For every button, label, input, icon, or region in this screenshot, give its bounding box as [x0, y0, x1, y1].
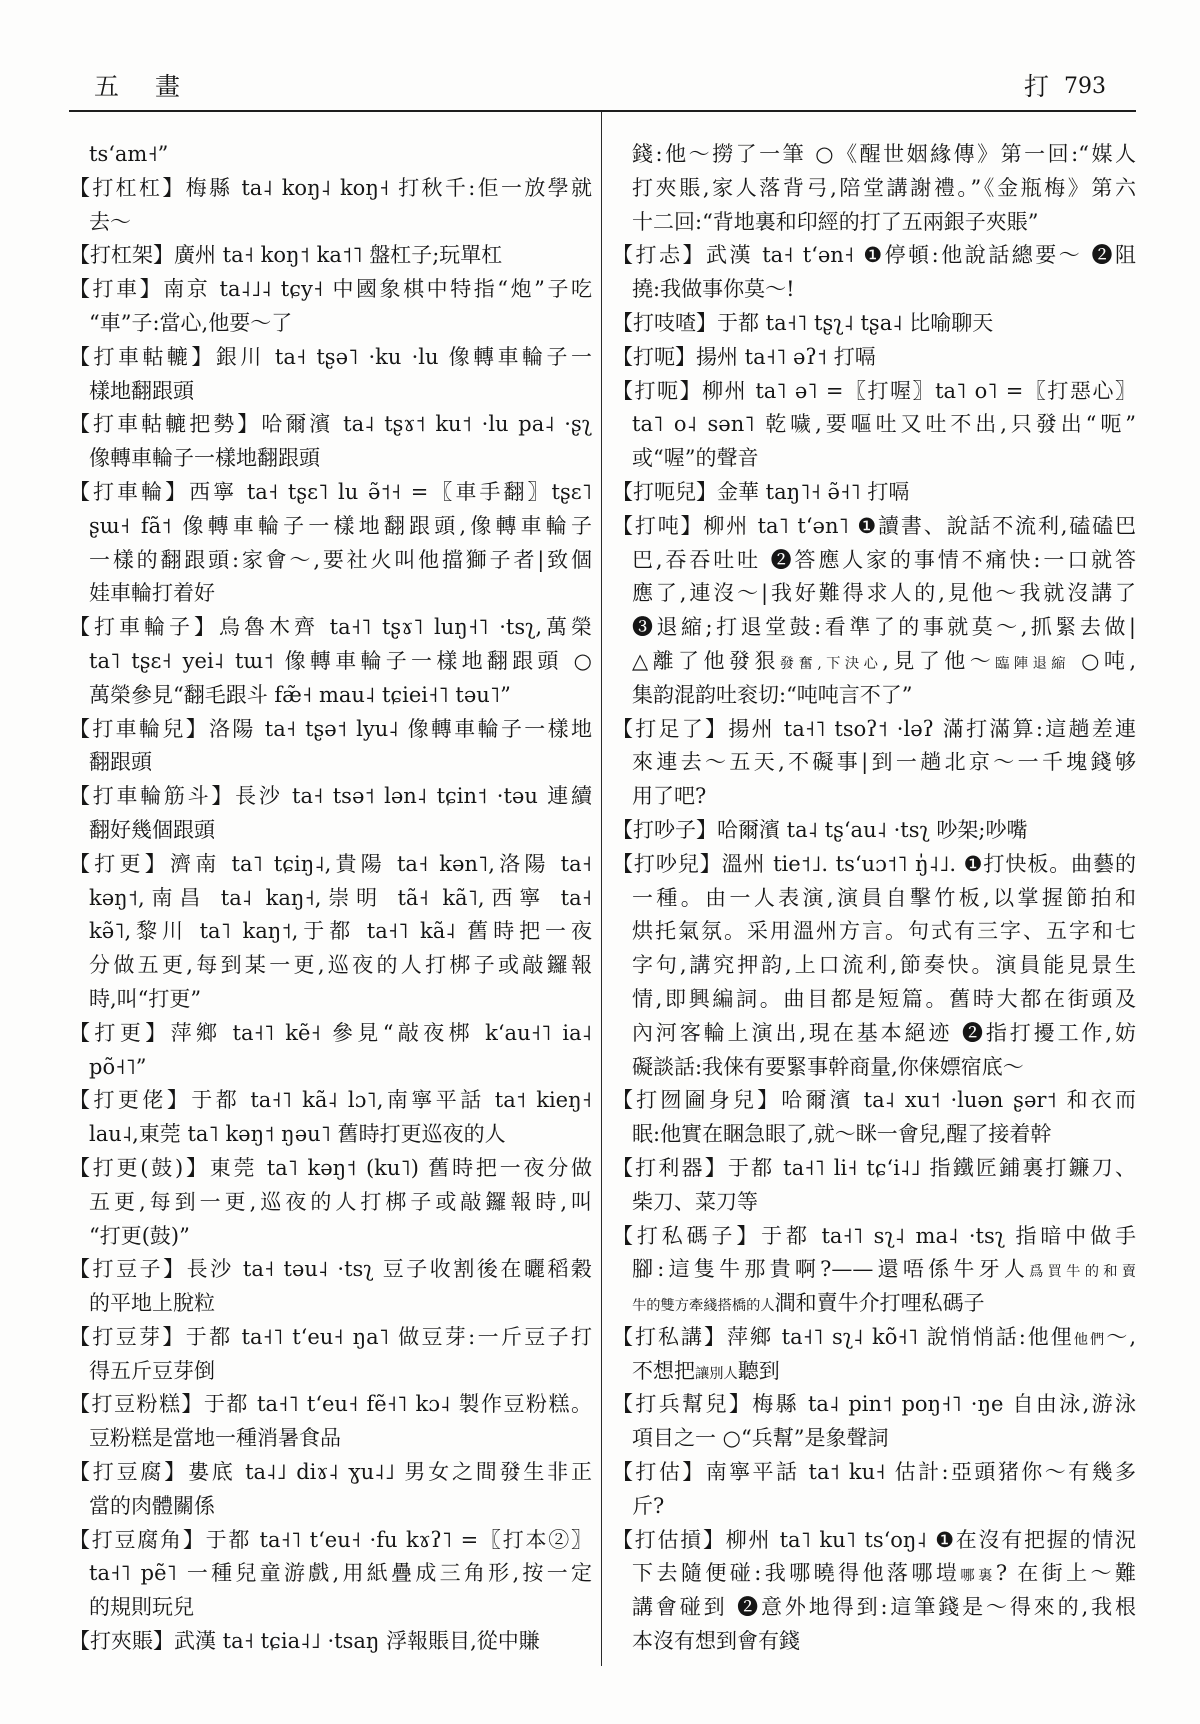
entry-text: 腳:這隻牛那貴啊?——還唔係牛牙人: [632, 1257, 1030, 1282]
entry-text: ta˥ o˨ sən˥ 乾噦,要嘔吐又吐不出,只發出“呃”: [632, 412, 1136, 437]
entry-line: [69, 915, 592, 949]
entry-line: [612, 1017, 1136, 1051]
entry-headword-line: [69, 172, 592, 206]
entry-line: [69, 1591, 592, 1625]
dictionary-entry: [612, 341, 1136, 375]
entry-text: ta˥ tʂɛ˧ yei˨ tɯ˦ 像轉車輪子一樣地翻跟頭 ○: [89, 648, 592, 673]
dictionary-entry: [612, 476, 1136, 510]
dictionary-entry: [612, 1388, 1136, 1456]
dictionary-entry: [612, 375, 1136, 476]
dictionary-entry: [69, 1017, 592, 1085]
dictionary-entry: [612, 307, 1136, 341]
entry-headword-line: [69, 1321, 592, 1355]
entry-headword-line: [69, 1524, 592, 1558]
dictionary-entry: [69, 1388, 592, 1456]
entry-headword-line: [612, 375, 1136, 409]
entry-headword-line: [69, 611, 592, 645]
inline-gloss: 爲買牛的和賣: [1029, 1264, 1136, 1281]
entry-text: 打夾賬,家人落背弓,陪堂講謝禮。”《金瓶梅》第六: [632, 175, 1136, 200]
dictionary-entry: [69, 408, 592, 476]
entry-line: [612, 611, 1136, 645]
entry-text: kəŋ˦,南昌 ta˨ kaŋ˧,崇明 tã˧ kã˥,西寧 ta˧: [89, 885, 592, 910]
entry-headword-line: [612, 1524, 1136, 1558]
dictionary-entry: [69, 138, 592, 172]
dictionary-entry: [69, 341, 592, 409]
inline-gloss: 牛的雙方牽綫搭橋的人: [632, 1298, 775, 1315]
entry-line: [612, 408, 1136, 442]
entry-line: [612, 273, 1136, 307]
dictionary-entry: [69, 1084, 592, 1152]
entry-line: [612, 442, 1136, 476]
entry-text: 應了,連沒～|我好難得求人的,見他～我就沒講了: [632, 581, 1136, 606]
entry-text: 的規則玩兒: [89, 1595, 194, 1620]
entry-headword-line: [612, 1220, 1136, 1254]
entry-text: 【打估摃】柳州 ta˥ ku˥ tsʻoŋ˨ ❶在沒有把握的情況: [612, 1527, 1136, 1552]
page-number: 793: [1064, 74, 1106, 99]
dictionary-entry: [69, 848, 592, 1017]
entry-text: 【打更(鼓)】東莞 ta˥ kəŋ˦ (ku˥) 舊時把一夜分做: [69, 1155, 592, 1180]
entry-line: [612, 949, 1136, 983]
entry-text: 【打呃兒】金華 taŋ˥˧ ə̃˧˥ 打嗝: [612, 479, 910, 504]
left-column: [69, 138, 592, 1659]
entry-headword-line: [612, 1084, 1136, 1118]
entry-line: [69, 375, 592, 409]
entry-text: 斤?: [632, 1493, 665, 1518]
column-divider: [601, 112, 602, 1666]
entry-line: [69, 1355, 592, 1389]
entry-headword-line: [69, 476, 592, 510]
entry-text: 得五斤豆芽倒: [89, 1358, 215, 1383]
entry-line: [612, 1355, 1136, 1389]
entry-text: 【打更】濟南 ta˥ tɕiŋ˨,貴陽 ta˧ kən˥,洛陽 ta˧: [69, 851, 592, 876]
entry-text: 集韵混韵吐衮切:“吨吨言不了”: [632, 682, 913, 707]
entry-text: ～,: [1106, 1324, 1136, 1349]
entry-line: [612, 172, 1136, 206]
entry-text: 【打豆粉糕】于都 ta˧˥ tʻeu˧ fẽ˧˥ kɔ˨ 製作豆粉糕。: [69, 1392, 592, 1417]
entry-headword-line: [612, 848, 1136, 882]
dictionary-entry: [612, 510, 1136, 713]
dictionary-entry: [612, 239, 1136, 307]
entry-text: 去～: [89, 209, 131, 234]
entry-text: 本沒有想到會有錢: [632, 1629, 800, 1654]
entry-line: [612, 1186, 1136, 1220]
entry-text: 用了吧?: [632, 784, 707, 809]
dictionary-entry: [612, 848, 1136, 1085]
entry-line: [69, 679, 592, 713]
inline-gloss: 他們: [1073, 1331, 1107, 1348]
entry-text: “車”子:當心,他要～了: [89, 310, 293, 335]
right-column: [612, 138, 1136, 1659]
dictionary-entry: [69, 1321, 592, 1389]
entry-text: ta˧˥ pẽ˥ 一種兒童游戲,用紙疊成三角形,按一定: [89, 1561, 592, 1586]
entry-line: [612, 983, 1136, 1017]
entry-text: △離了他發狠: [632, 648, 780, 673]
entry-text: 【打豆腐角】于都 ta˧˥ tʻeu˧ ·fu kɤʔ˥ =〖打本②〗: [69, 1527, 592, 1552]
dictionary-entry: [69, 273, 592, 341]
entry-headword-line: [612, 239, 1136, 273]
entry-headword-line: [612, 1388, 1136, 1422]
entry-text: 巴,吞吞吐吐 ❷答應人家的事情不痛快:一口就答: [632, 547, 1136, 572]
entry-text: 【打車】南京 ta˨˩˨ tɕy˧ 中國象棋中特指“炮”子吃: [69, 277, 592, 302]
entry-line: [69, 510, 592, 544]
entry-headword-line: [69, 1456, 592, 1490]
entry-text: 【打豆腐】婁底 ta˨˩ diɤ˨ ɣu˨˩ 男女之間發生非正: [69, 1460, 592, 1485]
entry-line: [69, 1051, 592, 1085]
entry-line: [69, 206, 592, 240]
entry-line: [612, 206, 1136, 240]
entry-text: 錢:他～撈了一筆 ○《醒世姻緣傳》第一回:“媒人: [632, 142, 1136, 166]
entry-text: 不想把: [632, 1358, 695, 1383]
entry-text: 【打兵幫兒】梅縣 ta˨ pin˦ poŋ˧˥ ·ŋe 自由泳,游泳: [612, 1392, 1136, 1417]
entry-text: 【打呃】柳州 ta˥ ə˥ =〖打喔〗ta˥ o˥ =〖打惡心〗: [612, 378, 1136, 403]
entry-headword-line: [69, 273, 592, 307]
dictionary-entry: [69, 172, 592, 240]
dictionary-entry: [612, 138, 1136, 239]
dictionary-entry: [69, 1625, 592, 1659]
entry-text: 【打呃】揚州 ta˧˥ əʔ˦ 打嗝: [612, 344, 876, 369]
entry-text: 下去隨便碰:我哪曉得他落哪塏: [632, 1561, 961, 1586]
entry-text: 【打更】萍鄉 ta˧˥ kẽ˧ 參見“敲夜梆 kʻau˧˥ ia˨: [69, 1020, 592, 1045]
entry-text: 【打忐】武漢 ta˧ tʻən˧ ❶停頓:他說話總要～ ❷阻: [612, 243, 1136, 268]
dictionary-entry: [69, 1152, 592, 1253]
entry-text: 【打私講】萍鄉 ta˧˥ sʅ˨ kõ˧˥ 說悄悄話:他俚: [612, 1324, 1074, 1349]
inline-gloss: 哪裏: [960, 1568, 996, 1585]
dictionary-entry: [69, 476, 592, 611]
entry-line: [612, 1051, 1136, 1085]
entry-text: 【打吵子】哈爾濱 ta˨ tʂʻau˨ ·tsʅ 吵架;吵嘴: [612, 817, 1028, 842]
entry-line: [612, 1253, 1136, 1287]
dictionary-entry: [69, 239, 592, 273]
entry-headword-line: [612, 814, 1136, 848]
head-character: 打: [1024, 72, 1050, 101]
entry-text: 時,叫“打更”: [89, 986, 202, 1011]
entry-text: 【打車輪】西寧 ta˧ tʂɛ˥ lu ə̃˦˧ =〖車手翻〗tʂɛ˥: [69, 479, 592, 504]
entry-text: 礙談話:我俫有要緊事幹商量,你俫嫖宿底～: [632, 1054, 1024, 1079]
entry-line: [69, 746, 592, 780]
dictionary-entry: [69, 1524, 592, 1625]
entry-line: [612, 746, 1136, 780]
entry-text: 聽到: [737, 1358, 780, 1383]
entry-line: [612, 1118, 1136, 1152]
entry-text: 一種。由一人表演,演員自擊竹板,以掌握節拍和: [632, 885, 1136, 910]
entry-line: [612, 780, 1136, 814]
entry-line: [69, 949, 592, 983]
entry-text: 萬榮參見“翻毛跟斗 fæ̃˧ mau˨ tɕiei˧˥ təu˥”: [89, 682, 511, 707]
entry-text: 【打估】南寧平話 ta˦ ku˧ 估計:亞頭猪你～有幾多: [612, 1460, 1136, 1485]
dictionary-entry: [612, 1456, 1136, 1524]
entry-text: 【打利器】于都 ta˧˥ li˧ tɕʻi˨˩ 指鐵匠鋪裏打鐮刀、: [612, 1155, 1136, 1180]
entry-line: [69, 814, 592, 848]
entry-text: “打更(鼓)”: [89, 1223, 190, 1248]
entry-headword-line: [69, 1388, 592, 1422]
entry-line: [69, 1422, 592, 1456]
entry-headword-line: [612, 1321, 1136, 1355]
entry-line: [612, 645, 1136, 679]
entry-headword-line: [612, 307, 1136, 341]
dictionary-entry: [69, 713, 592, 781]
inline-gloss: 臨陣退縮: [995, 655, 1070, 672]
entry-text: ? 在街上～難: [995, 1561, 1137, 1586]
entry-headword-line: [69, 848, 592, 882]
entry-line: [612, 1557, 1136, 1591]
entry-text: 講會碰到 ❷意外地得到:這筆錢是～得來的,我根: [632, 1595, 1136, 1620]
entry-text: 【打更佬】于都 ta˧˥ kã˨ lɔ˥,南寧平話 ta˦ kieŋ˧: [69, 1088, 592, 1113]
entry-text: 【打車輪兒】洛陽 ta˧ tʂə˦ lyu˨ 像轉車輪子一樣地: [69, 716, 592, 741]
entry-text: 【打吨】柳州 ta˥ tʻən˥ ❶讀書、說話不流利,磕磕巴: [612, 513, 1136, 538]
entry-line: [612, 1422, 1136, 1456]
dictionary-entry: [69, 780, 592, 848]
entry-line: [69, 544, 592, 578]
entry-headword-line: [612, 476, 1136, 510]
entry-line: [69, 1118, 592, 1152]
entry-text: 烘托氣氛。采用溫州方言。句式有三字、五字和七: [632, 919, 1136, 944]
entry-text: 【打豆子】長沙 ta˧ təu˨ ·tsʅ 豆子收割後在曬稻穀: [69, 1257, 592, 1282]
entry-line: [612, 915, 1136, 949]
dictionary-entry: [69, 611, 592, 712]
entry-headword-line: [69, 408, 592, 442]
entry-text: kə̃˥,黎川 ta˥ kaŋ˦,于都 ta˧˥ kã˨ 舊時把一夜: [89, 919, 592, 944]
header-rule: [69, 110, 1136, 112]
entry-text: 【打車輪筋斗】長沙 ta˧ tsə˦ lən˨ tɕin˦ ·təu 連續: [69, 784, 592, 809]
entry-line: [612, 679, 1136, 713]
entry-line: [69, 1186, 592, 1220]
entry-text: 或“喔”的聲音: [632, 446, 759, 471]
entry-headword-line: [612, 713, 1136, 747]
entry-headword-line: [612, 341, 1136, 375]
entry-headword-line: [612, 1456, 1136, 1490]
entry-line: [612, 544, 1136, 578]
entry-line: [612, 1287, 1136, 1321]
dictionary-entry: [612, 814, 1136, 848]
inline-gloss: 發奮,下決心: [779, 655, 883, 672]
entry-text: 項目之一 ○“兵幫”是象聲詞: [632, 1426, 889, 1451]
entry-headword-line: [612, 1152, 1136, 1186]
dictionary-entry: [612, 1524, 1136, 1659]
entry-text: 樣地翻跟頭: [89, 378, 194, 403]
entry-line: [612, 138, 1136, 172]
entry-headword-line: [69, 713, 592, 747]
entry-line: [612, 577, 1136, 611]
entry-text: 【打豆芽】于都 ta˧˥ tʻeu˧ ŋa˥ 做豆芽:一斤豆子打: [69, 1324, 592, 1349]
entry-headword-line: [612, 510, 1136, 544]
entry-text: 【打囫圇身兒】哈爾濱 ta˨ xu˦ ·luən ʂər˦ 和衣而: [612, 1088, 1136, 1113]
entry-text: 【打杠架】廣州 ta˧ koŋ˦ ka˦˥ 盤杠子;玩單杠: [69, 243, 503, 268]
entry-line: [69, 1557, 592, 1591]
dictionary-entry: [612, 1321, 1136, 1389]
entry-line: [69, 1220, 592, 1254]
dictionary-entry: [69, 1456, 592, 1524]
entry-headword-line: [69, 1017, 592, 1051]
entry-headword-line: [69, 341, 592, 375]
entry-text: 豆粉糕是當地一種消暑食品: [89, 1426, 341, 1451]
entry-line: [69, 307, 592, 341]
entry-text: ❸退縮;打退堂鼓:看準了的事就莫～,抓緊去做|: [632, 615, 1136, 640]
dictionary-entry: [612, 1152, 1136, 1220]
entry-line: [69, 645, 592, 679]
entry-text: 的平地上脫粒: [89, 1291, 215, 1316]
entry-line: [69, 577, 592, 611]
entry-text: 【打車輪子】烏魯木齊 ta˧˥ tʂɤ˥ luŋ˧˥ ·tsʅ,萬榮: [69, 615, 592, 640]
entry-text: lau˨,東莞 ta˥ kəŋ˦ ŋəu˥ 舊時打更巡夜的人: [89, 1122, 506, 1147]
entry-headword-line: [69, 1084, 592, 1118]
dictionary-entry: [69, 1253, 592, 1321]
entry-text: 娃車輪打着好: [89, 581, 215, 606]
entry-text: 十二回:“背地裏和印經的打了五兩銀子夾賬”: [632, 209, 1039, 234]
dictionary-entry: [612, 1084, 1136, 1152]
entry-text: 【打夾賬】武漢 ta˧ tɕia˨˩ ·tsaŋ 浮報賬目,從中賺: [69, 1629, 540, 1654]
entry-headword-line: [69, 1152, 592, 1186]
entry-text: 翻好幾個跟頭: [89, 817, 215, 842]
entry-text: 【打車軲轆】銀川 ta˧ tʂə˥ ·ku ·lu 像轉車輪子一: [69, 344, 592, 369]
entry-line: [612, 1591, 1136, 1625]
entry-text: tsʻam˧”: [89, 142, 169, 166]
section-title: 五 畫: [94, 72, 194, 101]
entry-text: ʂɯ˧ fã˦ 像轉車輪子一樣地翻跟頭,像轉車輪子: [89, 513, 592, 538]
entry-text: 當的肉體關係: [89, 1493, 215, 1518]
entry-text: 情,即興編詞。曲目都是短篇。舊時大都在街頭及: [632, 986, 1136, 1011]
entry-text: 分做五更,每到某一更,巡夜的人打梆子或敲鑼報: [89, 953, 592, 978]
dictionary-entry: [612, 1220, 1136, 1321]
entry-headword-line: [69, 239, 592, 273]
entry-line: [69, 1490, 592, 1524]
entry-text: 撓:我做事你莫～!: [632, 277, 795, 302]
entry-line: [69, 138, 592, 172]
entry-text: 眠:他實在睏急眼了,就～眯一會兒,醒了接着幹: [632, 1122, 1052, 1147]
inline-gloss: 讓別人: [695, 1365, 738, 1382]
entry-text: 內河客輪上演出,現在基本絕迹 ❷指打擾工作,妨: [632, 1020, 1136, 1045]
entry-text: 澗和賣牛介打哩私碼子: [774, 1291, 985, 1316]
entry-text: põ˧˥”: [89, 1054, 147, 1079]
entry-text: 翻跟頭: [89, 750, 152, 775]
entry-text: 【打吱喳】于都 ta˧˥ tʂʅ˨ tʂa˨ 比喻聊天: [612, 310, 994, 335]
entry-text: 【打杠杠】梅縣 ta˨ koŋ˨ koŋ˧ 打秋千:佢一放學就: [69, 175, 592, 200]
entry-text: 一樣的翻跟頭:家會～,要社火叫他擋獅子者|致個: [89, 547, 592, 572]
entry-text: ,見了他～: [882, 648, 996, 673]
entry-line: [612, 1625, 1136, 1659]
entry-text: 【打吵兒】溫州 tie˦˩. tsʻuɔ˦˥ ŋ̍˨˩. ❶打快板。曲藝的: [612, 851, 1136, 876]
entry-text: 五更,每到一更,巡夜的人打梆子或敲鑼報時,叫: [89, 1189, 592, 1214]
entry-line: [69, 983, 592, 1017]
entry-line: [69, 882, 592, 916]
entry-line: [69, 442, 592, 476]
entry-text: ○吨,: [1070, 648, 1136, 673]
entry-headword-line: [69, 780, 592, 814]
entry-text: 【打車軲轆把勢】哈爾濱 ta˨ tʂɤ˦ ku˦ ·lu pa˨ ·ʂʅ: [69, 412, 592, 437]
entry-line: [612, 882, 1136, 916]
entry-text: 字句,講究押韵,上口流利,節奏快。演員能見景生: [632, 953, 1136, 978]
entry-text: 【打足了】揚州 ta˧˥ tsoʔ˦ ·ləʔ 滿打滿算:這趟差連: [612, 716, 1136, 741]
dictionary-entry: [612, 713, 1136, 814]
entry-text: 【打私碼子】于都 ta˧˥ sʅ˨ ma˨ ·tsʅ 指暗中做手: [612, 1223, 1136, 1248]
entry-headword-line: [69, 1253, 592, 1287]
entry-line: [69, 1287, 592, 1321]
entry-line: [612, 1490, 1136, 1524]
entry-text: 像轉車輪子一樣地翻跟頭: [89, 446, 320, 471]
entry-headword-line: [69, 1625, 592, 1659]
entry-text: 柴刀、菜刀等: [632, 1189, 758, 1214]
entry-text: 來連去～五天,不礙事|到一趟北京～一千塊錢够: [632, 750, 1136, 775]
